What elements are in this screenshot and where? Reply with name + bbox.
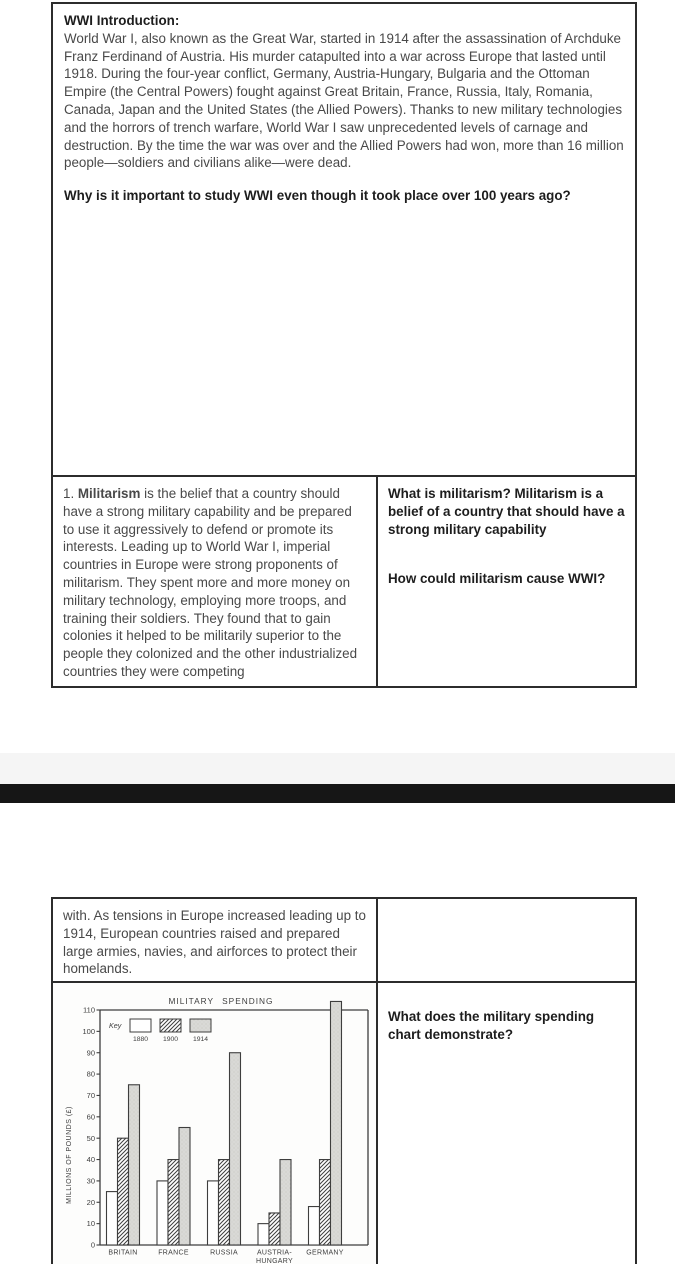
continuation-row: [53, 899, 635, 983]
intro-cell: [53, 4, 635, 475]
militarism-term: Militarism: [77, 486, 141, 501]
svg-text:80: 80: [86, 1069, 95, 1079]
svg-text:90: 90: [86, 1048, 95, 1058]
svg-text:110: 110: [83, 1005, 95, 1015]
svg-text:10: 10: [86, 1219, 95, 1229]
continuation-empty-cell: [378, 899, 635, 981]
svg-text:20: 20: [86, 1197, 95, 1207]
svg-text:AUSTRIA-: AUSTRIA-: [256, 1249, 293, 1257]
militarism-body: is the belief that a country should have a strong military capability and be prepared to use it aggressively to defend or promote its interests. Leading up to World War I, imperial countries in Europe were strong proponents of militarism. They spent more and more money on military technology, employing more troops, and training their soldiers. They found that to gain colonies it helped to be militarily superior to the people they colonized and the other industrialized countries they were competing: [63, 486, 358, 679]
svg-text:60: 60: [86, 1112, 95, 1122]
intro-table: [51, 2, 637, 688]
svg-text:70: 70: [86, 1091, 95, 1101]
svg-text:50: 50: [86, 1133, 95, 1143]
svg-text:30: 30: [86, 1176, 95, 1186]
militarism-text-cell: [53, 477, 378, 686]
intro-question: Why is it important to study WWI even though it took place over 100 years ago?: [64, 188, 571, 204]
svg-text:1900: 1900: [162, 1036, 179, 1043]
svg-text:FRANCE: FRANCE: [158, 1249, 189, 1257]
continuation-table: [51, 897, 637, 1264]
chart-row: [53, 983, 635, 1264]
intro-paragraph: World War I, also known as the Great War, started in 1914 after the assassination of Archduke Franz Ferdinand of Austria. His murder catapulted into a war across Europe that lasted until 1918. During the four-year conflict, Germany, Austria-Hungary, Bulgaria and the Ottoman Empire (the Central Powers) fought against Great Britain, France, Russia, Italy, Romania, Canada, Japan and the United States (the Allied Powers). Thanks to new military technologies and the horrors of trench warfare, World War I saw unprecedented levels of carnage and destruction. By the time the war was over and the Allied Powers had won, more than 16 million people—soldiers and civilians alike—were dead.: [64, 30, 624, 171]
svg-text:BRITAIN: BRITAIN: [108, 1249, 138, 1257]
svg-text:0: 0: [90, 1240, 95, 1250]
continuation-paragraph: with. As tensions in Europe increased leading up to 1914, European countries raised and prepared large armies, navies, and airforces to protect their homelands.: [63, 908, 366, 977]
militarism-questions-cell: [378, 477, 635, 686]
militarism-paragraph: [63, 485, 366, 681]
svg-text:1880: 1880: [132, 1036, 149, 1043]
intro-heading: WWI Introduction:: [64, 13, 180, 28]
svg-text:MILITARY SPENDING: MILITARY SPENDING: [168, 996, 274, 1006]
svg-text:40: 40: [86, 1155, 95, 1165]
svg-text:GERMANY: GERMANY: [306, 1249, 344, 1257]
svg-text:1914: 1914: [192, 1036, 209, 1043]
militarism-answer-text: What is militarism? Militarism is a belief of a country that should have a strong military capability: [388, 486, 625, 537]
svg-text:RUSSIA: RUSSIA: [210, 1249, 238, 1257]
militarism-row: [53, 475, 635, 686]
page-divider-bar: [0, 784, 675, 803]
svg-text:HUNGARY: HUNGARY: [256, 1258, 293, 1264]
svg-text:MILLIONS OF POUNDS (£): MILLIONS OF POUNDS (£): [66, 1106, 73, 1204]
militarism-number: 1.: [63, 486, 75, 501]
military-spending-chart: [53, 983, 374, 1264]
militarism-question: How could militarism cause WWI?: [388, 571, 606, 587]
chart-question: What does the military spending chart demonstrate?: [388, 1009, 595, 1042]
page-gap-shade: [0, 753, 675, 784]
chart-question-cell: [378, 983, 635, 1264]
chart-cell: [53, 983, 378, 1264]
svg-text:100: 100: [82, 1026, 95, 1036]
svg-text:Key: Key: [109, 1021, 122, 1030]
continuation-text-cell: [53, 899, 378, 981]
